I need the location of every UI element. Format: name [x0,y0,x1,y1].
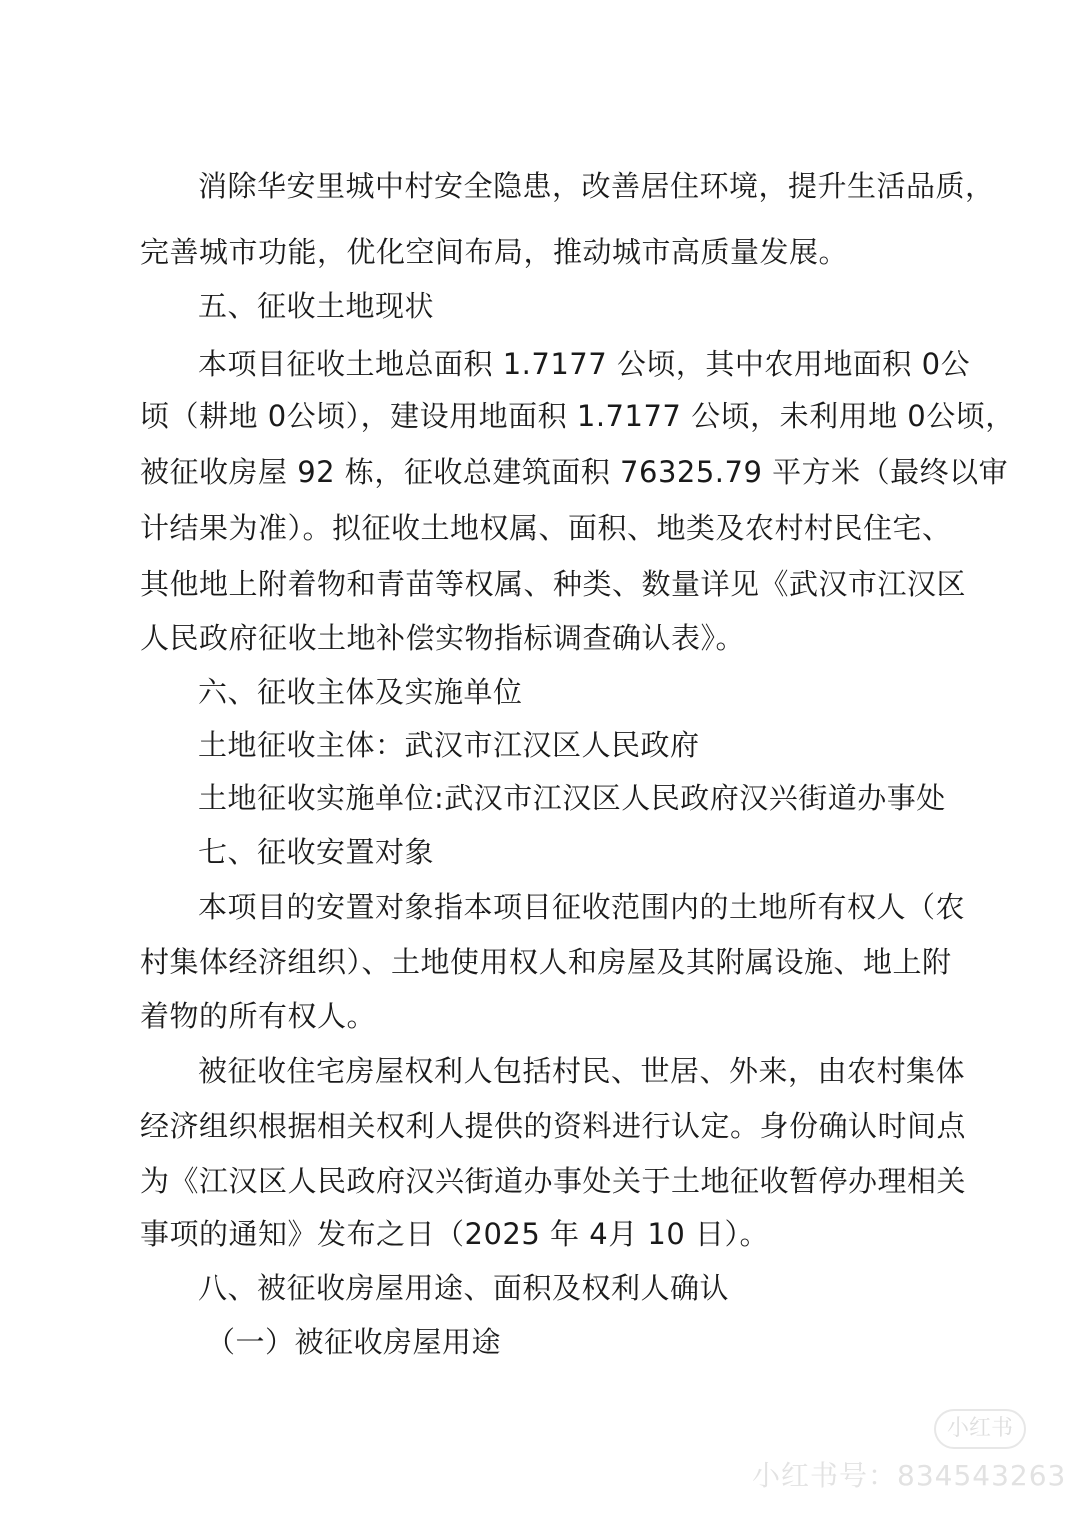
section-heading-5: 五、征收土地现状 [198,289,435,323]
paragraph-2-line-6: 人民政府征收土地补偿实物指标调查确认表》。 [140,621,746,655]
paragraph-3-line-1: 土地征收主体：武汉市江汉区人民政府 [198,728,700,762]
watermark-logo: 小红书 [934,1409,1026,1449]
paragraph-2-line-1: 本项目征收土地总面积 1.7177 公顷，其中农用地面积 0公 [198,347,971,381]
paragraph-5-line-2: 村集体经济组织）、土地使用权人和房屋及其附属设施、地上附 [140,945,952,979]
paragraph-4-line-1: 土地征收实施单位:武汉市江汉区人民政府汉兴街道办事处 [198,781,946,815]
paragraph-6-line-2: 经济组织根据相关权利人提供的资料进行认定。身份确认时间点 [140,1109,967,1143]
watermark-id-text: 小红书号：834543263 [752,1459,1067,1492]
subsection-heading-8-1: （一）被征收房屋用途 [206,1325,502,1359]
paragraph-2-line-2: 顷（耕地 0公顷），建设用地面积 1.7177 公顷，未利用地 0公顷， [140,399,1015,433]
paragraph-6-line-1: 被征收住宅房屋权利人包括村民、世居、外来，由农村集体 [198,1054,966,1088]
paragraph-1-line-1: 消除华安里城中村安全隐患，改善居住环境，提升生活品质， [198,169,995,203]
paragraph-2-line-5: 其他地上附着物和青苗等权属、种类、数量详见《武汉市江汉区 [140,567,967,601]
paragraph-6-line-4: 事项的通知》发布之日（2025 年 4月 10 日）。 [140,1217,770,1251]
paragraph-6-line-3: 为《江汉区人民政府汉兴街道办事处关于土地征收暂停办理相关 [140,1164,967,1198]
paragraph-5-line-1: 本项目的安置对象指本项目征收范围内的土地所有权人（农 [198,890,966,924]
section-heading-7: 七、征收安置对象 [198,835,435,869]
paragraph-2-line-3: 被征收房屋 92 栋，征收总建筑面积 76325.79 平方米（最终以审 [140,455,1009,489]
paragraph-2-line-4: 计结果为准）。拟征收土地权属、面积、地类及农村村民住宅、 [140,511,952,545]
paragraph-1-line-2: 完善城市功能，优化空间布局，推动城市高质量发展。 [140,235,849,269]
paragraph-5-line-3: 着物的所有权人。 [140,999,377,1033]
section-heading-8: 八、被征收房屋用途、面积及权利人确认 [198,1271,730,1305]
section-heading-6: 六、征收主体及实施单位 [198,675,523,709]
